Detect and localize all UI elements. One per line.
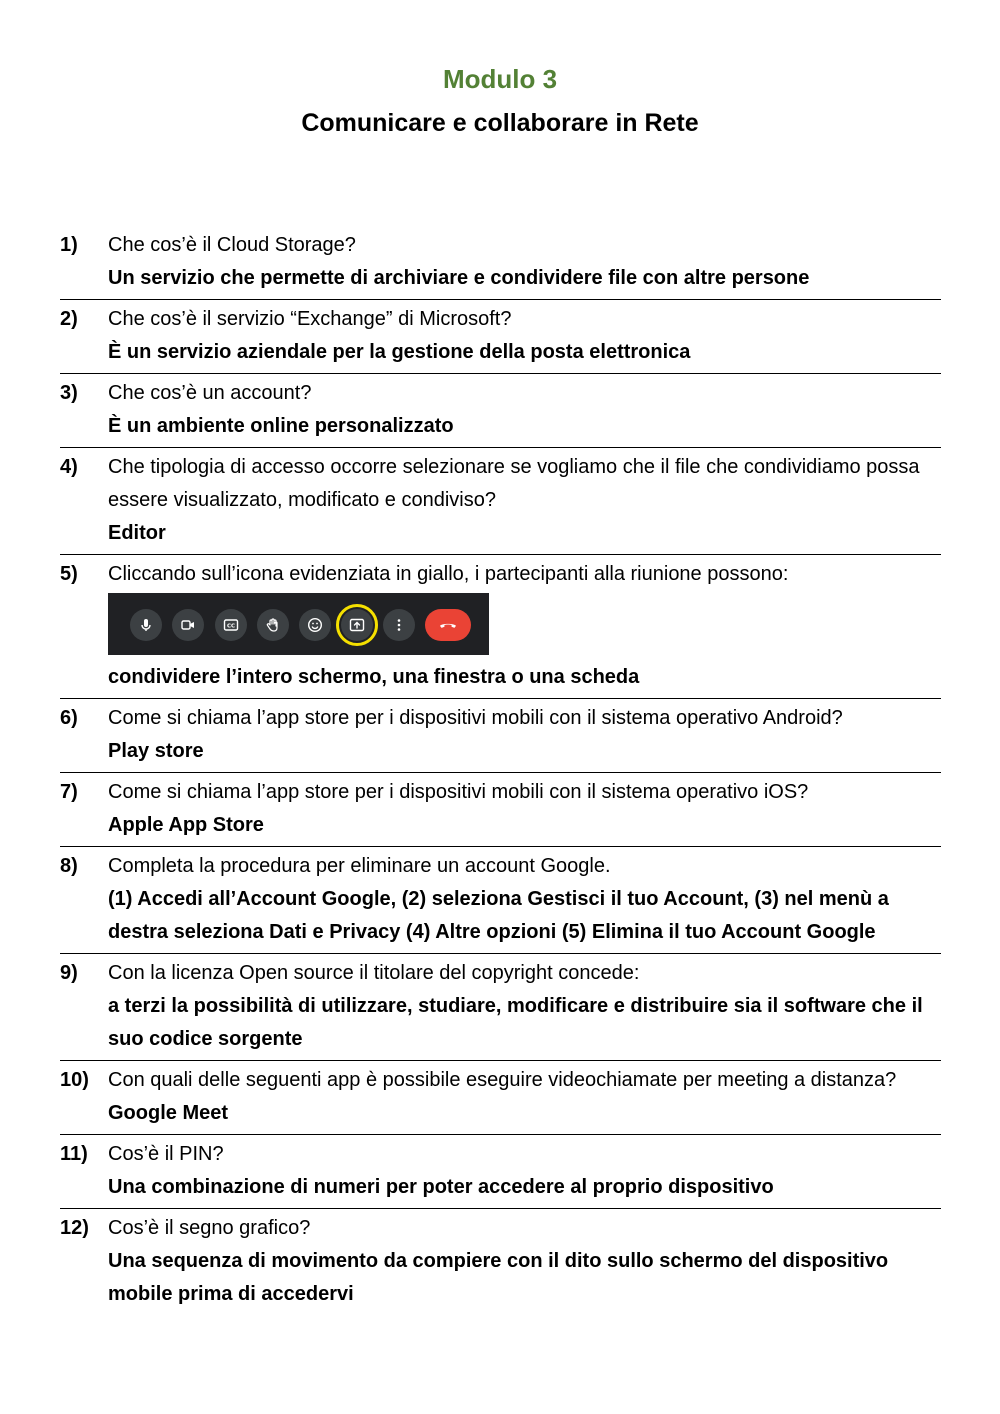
question-text: Con la licenza Open source il titolare del copyright concede: <box>108 962 640 984</box>
camera-icon <box>172 609 204 641</box>
answer-text: È un servizio aziendale per la gestione della posta elettronica <box>108 341 691 363</box>
question-body <box>108 1212 941 1311</box>
question-body <box>108 776 941 842</box>
question-item-3 <box>60 374 941 448</box>
raise-hand-icon <box>257 609 289 641</box>
question-number: 7) <box>60 781 78 803</box>
answer-text: a terzi la possibilità di utilizzare, studiare, modificare e distribuire sia il software che il suo codice sorgente <box>108 995 923 1050</box>
question-body <box>108 377 941 443</box>
question-item-10 <box>60 1061 941 1135</box>
question-text: Cos’è il PIN? <box>108 1143 224 1165</box>
more-options-icon <box>383 609 415 641</box>
question-item-2 <box>60 300 941 374</box>
question-item-5 <box>60 555 941 699</box>
question-item-8 <box>60 847 941 954</box>
answer-text: condividere l’intero schermo, una finestra o una scheda <box>108 666 640 688</box>
question-item-11 <box>60 1135 941 1209</box>
answer-text: È un ambiente online personalizzato <box>108 415 454 437</box>
question-number: 8) <box>60 855 78 877</box>
question-body <box>108 850 941 949</box>
module-subtitle: Comunicare e collaborare in Rete <box>301 109 699 137</box>
question-number: 12) <box>60 1217 89 1239</box>
question-text: Che tipologia di accesso occorre selezionare se vogliamo che il file che condividiamo possa essere visualizzato, modificato e condiviso? <box>108 456 920 511</box>
question-item-1 <box>60 229 941 300</box>
question-body <box>108 957 941 1056</box>
question-text: Completa la procedura per eliminare un account Google. <box>108 855 611 877</box>
answer-text: Una combinazione di numeri per poter accedere al proprio dispositivo <box>108 1176 774 1198</box>
question-list <box>60 229 941 1315</box>
question-text: Come si chiama l’app store per i dispositivi mobili con il sistema operativo iOS? <box>108 781 809 803</box>
question-item-6 <box>60 699 941 773</box>
meet-toolbar-image <box>108 593 489 655</box>
question-number: 4) <box>60 456 78 478</box>
question-body <box>108 229 941 295</box>
question-number: 1) <box>60 234 78 256</box>
question-body <box>108 451 941 550</box>
highlight-ring <box>336 604 378 646</box>
question-number: 10) <box>60 1069 89 1091</box>
question-item-9 <box>60 954 941 1061</box>
question-number: 2) <box>60 308 78 330</box>
svg-text:CC: CC <box>226 623 236 630</box>
question-item-12 <box>60 1209 941 1315</box>
module-title: Modulo 3 <box>442 64 558 94</box>
question-text: Che cos’è un account? <box>108 382 312 404</box>
question-body <box>108 558 941 694</box>
question-text: Cliccando sull’icona evidenziata in giallo, i partecipanti alla riunione possono: <box>108 563 789 585</box>
question-text: Cos’è il segno grafico? <box>108 1217 311 1239</box>
captions-icon <box>215 609 247 641</box>
question-body <box>108 702 941 768</box>
answer-text: Un servizio che permette di archiviare e condividere file con altre persone <box>108 267 810 289</box>
answer-text: Una sequenza di movimento da compiere con il dito sullo schermo del dispositivo mobile prima di accedervi <box>108 1250 889 1305</box>
question-text: Che cos’è il Cloud Storage? <box>108 234 356 256</box>
question-body <box>108 1064 941 1130</box>
answer-text: Play store <box>108 740 204 762</box>
question-item-7 <box>60 773 941 847</box>
answer-text: Google Meet <box>108 1102 229 1124</box>
answer-text: Editor <box>108 522 166 544</box>
question-text: Con quali delle seguenti app è possibile eseguire videochiamate per meeting a distanza? <box>108 1069 897 1091</box>
end-call-icon <box>425 609 471 641</box>
microphone-icon <box>130 609 162 641</box>
question-number: 3) <box>60 382 78 404</box>
question-number: 6) <box>60 707 78 729</box>
question-number: 11) <box>60 1143 88 1165</box>
answer-text: Apple App Store <box>108 814 264 836</box>
question-number: 9) <box>60 962 78 984</box>
question-body <box>108 1138 941 1204</box>
question-number: 5) <box>60 563 78 585</box>
question-item-4 <box>60 448 941 555</box>
answer-text: (1) Accedi all’Account Google, (2) seleziona Gestisci il tuo Account, (3) nel menù a destra seleziona Dati e Privacy (4) Altre opzioni (5) Elimina il tuo Account Google <box>108 888 889 943</box>
question-text: Come si chiama l’app store per i dispositivi mobili con il sistema operativo Android? <box>108 707 843 729</box>
question-text: Che cos’è il servizio “Exchange” di Microsoft? <box>108 308 512 330</box>
emoji-icon <box>299 609 331 641</box>
question-body <box>108 303 941 369</box>
